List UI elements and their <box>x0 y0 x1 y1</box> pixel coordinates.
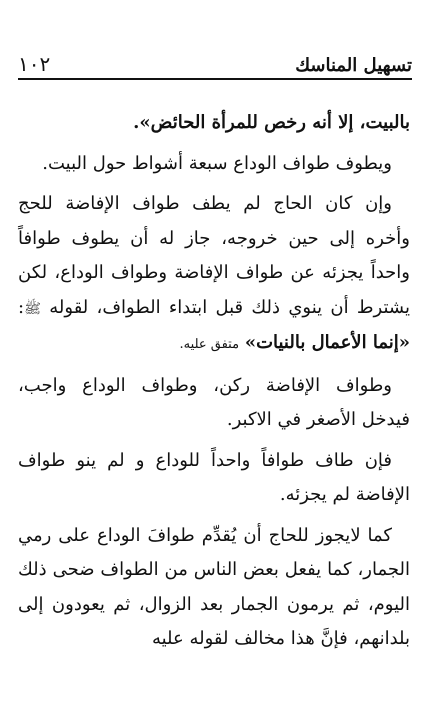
book-title: تسهيل المناسك <box>295 55 412 76</box>
paragraph-3: وإن كان الحاج لم يطف طواف الإفاضة للحج وأخره إلى حين خروجه، جاز له أن يطوف طوافاً واحداً يجزئه عن طواف الإفاضة وطواف الوداع، لكن يشترط أن ينوي ذلك قبل ابتداء الطواف، لقوله ﷺ: «إنما الأعمال بالنيات» متفق عليه. <box>18 193 410 353</box>
page-body <box>18 106 410 657</box>
page-number: ١٠٢ <box>18 52 51 76</box>
page-header <box>18 48 412 80</box>
hadith-reference: متفق عليه. <box>179 337 240 352</box>
paragraph-6: كما لايجوز للحاج أن يُقدِّم طوافَ الوداع على رمي الجمار، كما يفعل بعض الناس من الطواف ضحى ذلك اليوم، ثم يرمون الجمار بعد الزوال، ثم يعودون إلى بلدانهم، فإنَّ هذا مخالف لقوله عليه <box>18 524 410 649</box>
paragraph-2: ويطوف طواف الوداع سبعة أشواط حول البيت. <box>42 152 392 174</box>
paragraph-1: بالبيت، إلا أنه رخص للمرأة الحائض». <box>133 112 410 133</box>
hadith-quote: «إنما الأعمال بالنيات» <box>244 332 410 353</box>
paragraph-4: وطواف الإفاضة ركن، وطواف الوداع واجب، فيدخل الأصغر في الاكبر. <box>18 374 410 430</box>
paragraph-3-text: وإن كان الحاج لم يطف طواف الإفاضة للحج وأخره إلى حين خروجه، جاز له أن يطوف طوافاً واحداً يجزئه عن طواف الإفاضة وطواف الوداع، لكن يشترط أن ينوي ذلك قبل ابتداء الطواف، لقوله <box>18 193 410 318</box>
salawat-symbol: ﷺ <box>24 300 41 317</box>
paragraph-5: فإن طاف طوافاً واحداً للوداع و لم ينو طواف الإفاضة لم يجزئه. <box>18 449 410 505</box>
